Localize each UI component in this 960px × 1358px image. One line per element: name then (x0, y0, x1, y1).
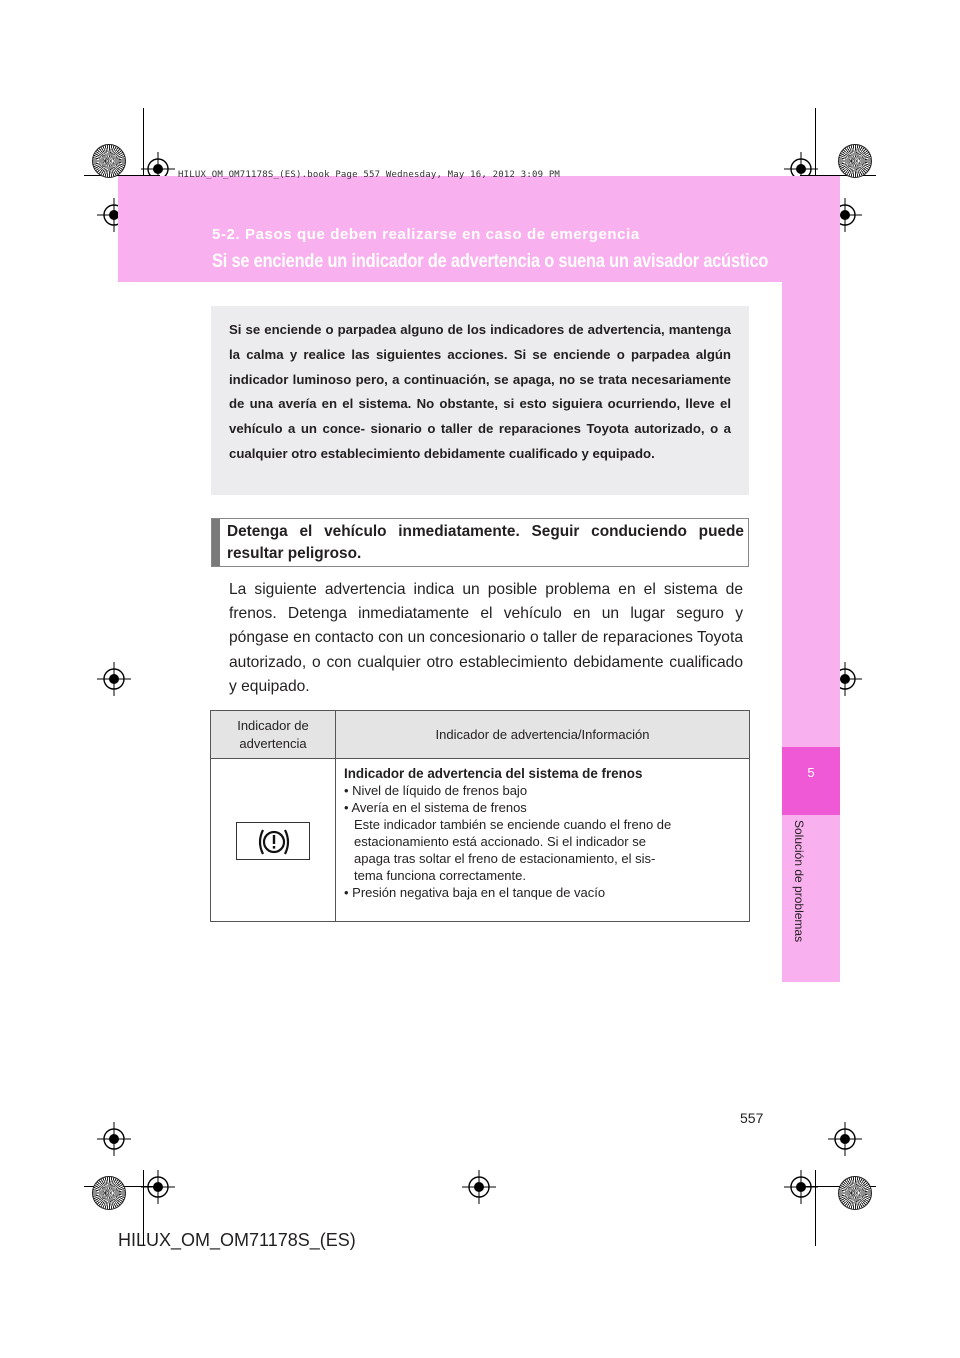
body-paragraph: La siguiente advertencia indica un posible problema en el sistema de frenos. Detenga inmediatamente el vehículo en un lugar seguro y póngase en contacto con un concesionario o taller de reparaciones Toyota autorizado, o con cualquier otro establecimiento debidamente cualificado y equipado. (229, 581, 743, 695)
list-item-detail: Este indicador también se enciende cuando el freno de (354, 817, 672, 832)
table-row (211, 759, 750, 922)
indicator-table (210, 710, 750, 922)
icon-cell (211, 759, 336, 922)
registration-mark-icon (784, 1170, 818, 1204)
registration-mark-icon (828, 1122, 862, 1156)
warning-heading-box (211, 518, 749, 567)
brake-warning-icon (236, 822, 310, 860)
list-item: • Presión negativa baja en el tanque de vacío (344, 885, 606, 900)
col-header-indicator: Indicador de advertencia (211, 711, 336, 759)
page-number: 557 (740, 1110, 764, 1126)
page-title: Si se enciende un indicador de advertencia o suena un avisador acústico (212, 251, 769, 272)
footer-doc-id: HILUX_OM_OM71178S_(ES) (118, 1230, 356, 1250)
registration-mark-icon (462, 1170, 496, 1204)
warning-heading: Detenga el vehículo inmediatamente. Seguir conduciendo puede resultar peligroso. (227, 523, 744, 562)
starburst-mark-icon (92, 1176, 126, 1210)
list-item-detail: estacionamiento está accionado. Si el indicador se (354, 834, 646, 849)
chapter-tab[interactable] (782, 747, 840, 815)
info-cell (336, 759, 750, 922)
registration-mark-icon (141, 1170, 175, 1204)
section-label: 5-2. Pasos que deben realizarse en caso de emergencia (212, 226, 640, 243)
list-item: • Nivel de líquido de frenos bajo (344, 783, 528, 798)
table-header-row (211, 711, 750, 759)
chapter-label: Solución de problemas (792, 820, 806, 943)
intro-box (211, 306, 749, 495)
starburst-mark-icon (92, 144, 126, 178)
list-item-detail: apaga tras soltar el freno de estacionamiento, el sis- (354, 851, 656, 866)
list-item: • Avería en el sistema de frenos (344, 800, 527, 815)
starburst-mark-icon (838, 144, 872, 178)
registration-mark-icon (97, 1122, 131, 1156)
starburst-mark-icon (838, 1176, 872, 1210)
chapter-number: 5 (807, 765, 815, 780)
file-stamp: HILUX_OM_OM71178S_(ES).book Page 557 Wednesday, May 16, 2012 3:09 PM (178, 170, 561, 180)
col-header-info: Indicador de advertencia/Información (336, 711, 750, 759)
heading-bar (212, 519, 220, 566)
list-item-detail: tema funciona correctamente. (354, 868, 526, 883)
registration-mark-icon (97, 662, 131, 696)
indicator-title: Indicador de advertencia del sistema de frenos (344, 766, 643, 781)
intro-text: Si se enciende o parpadea alguno de los indicadores de advertencia, mantenga la calma y realice las siguientes acciones. Si se enciende o parpadea algún indicador luminoso pero, a continuación, se apaga, no se trata necesariamente de una avería en el sistema. No obstante, si esto siguiera ocurriendo, lleve el vehículo a un conce- sionario o taller de reparaciones Toyota autorizado, o a cualquier otro establecimiento debidamente cualificado y equipado. (229, 322, 731, 461)
